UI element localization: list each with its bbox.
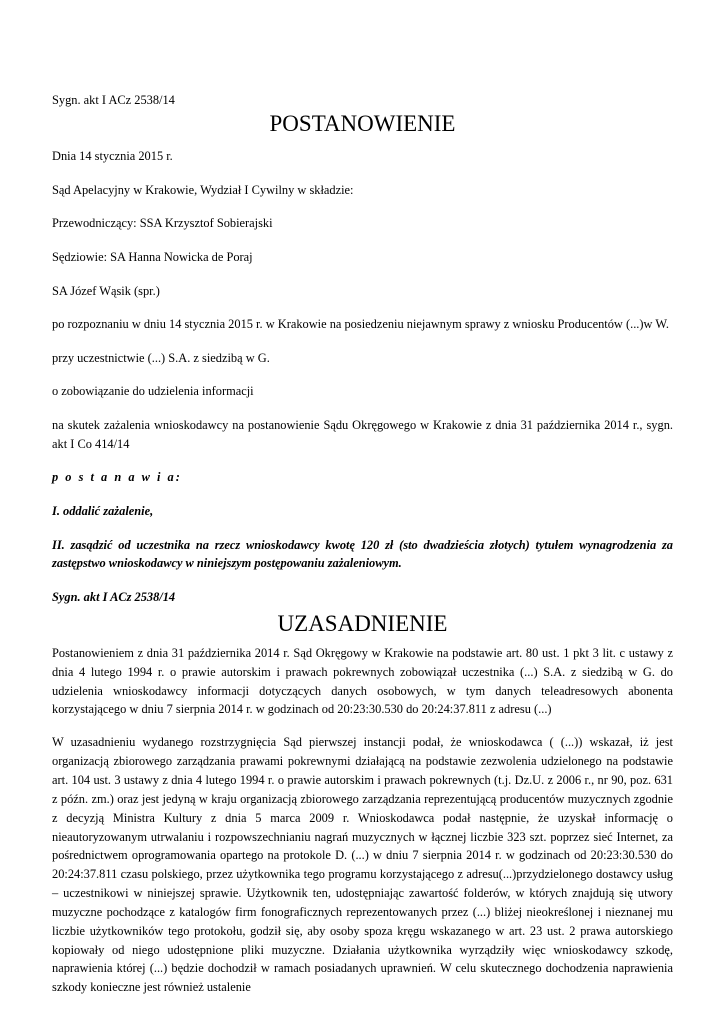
appeal-info: na skutek zażalenia wnioskodawcy na postanowienie Sądu Okręgowego w Krakowie z dnia 31 października 2014 r., sygn. akt I Co 414/14	[52, 418, 673, 451]
participant: przy uczestnictwie (...) S.A. z siedzibą w G.	[52, 350, 270, 365]
case-number-2: Sygn. akt I ACz 2538/14	[52, 589, 176, 604]
ruling-point-1: I. oddalić zażalenie,	[52, 503, 154, 518]
reporting-judge: SA Józef Wąsik (spr.)	[52, 283, 160, 298]
justification-paragraph: Postanowieniem z dnia 31 października 2014 r. Sąd Okręgowy w Krakowie na podstawie art. 80 ust. 1 pkt 3 lit. c ustawy z dnia 4 lutego 1994 r. o prawie autorskim i prawach pokrewnych zobowiązał uczestnika (...) S.A. z siedzibą w G. do udzielenia wnioskodawcy informacji dotyczących danych osobowych, w tym danych teleadresowych abonenta korzystającego w dniu 7 sierpnia 2014 r. w godzinach od 20:23:30.530 do 20:24:37.811 z adresu (...)	[52, 645, 673, 717]
justification-title: UZASADNIENIE	[277, 611, 448, 637]
document-title: POSTANOWIENIE	[269, 110, 456, 136]
presiding-judge: Przewodniczący: SSA Krzysztof Sobierajski	[52, 216, 273, 231]
ruling-heading: p o s t a n a w i a:	[52, 470, 182, 485]
ruling-date: Dnia 14 stycznia 2015 r.	[52, 149, 173, 164]
case-number: Sygn. akt I ACz 2538/14	[52, 93, 175, 107]
hearing-info: po rozpoznaniu w dniu 14 stycznia 2015 r. w Krakowie na posiedzeniu niejawnym sprawy z wniosku Producentów (...)w W.	[52, 317, 669, 332]
ruling-point-2: II. zasądzić od uczestnika na rzecz wnioskodawcy kwotę 120 zł (sto dwadzieścia złotych) tytułem wynagrodzenia za zastępstwo wnioskodawcy w niniejszym postępowaniu zażaleniowym.	[52, 537, 673, 571]
case-subject: o zobowiązanie do udzielenia informacji	[52, 384, 254, 399]
judges: Sędziowie: SA Hanna Nowicka de Poraj	[52, 250, 253, 265]
justification-paragraph: W uzasadnieniu wydanego rozstrzygnięcia Sąd pierwszej instancji podał, że wnioskodawca ( (...)) wskazał, iż jest organizacją zbiorowego zarządzania prawami pokrewnymi działającą na podstawie zezwolenia udzielonego na podstawie art. 104 ust. 3 ustawy z dnia 4 lutego 1994 r. o prawie autorskim i prawach pokrewnych (t.j. Dz.U. z 2006 r., nr 90, poz. 631 z późn. zm.) oraz jest jedyną w kraju organizacją zbiorowego zarządzania reprezentującą producentów muzycznych zgodnie z decyzją Ministra Kultury z dnia 5 marca 2009 r. Wnioskodawca podał następnie, że uzyskał informację o nieautoryzowanym utrwalaniu i rozpowszechnianiu nagrań muzycznych w łącznej liczbie 323 szt. poprzez sieć Internet, za pośrednictwem oprogramowania opartego na protokole D. (...) w dniu 7 sierpnia 2014 r. w godzinach od 20:23:30.530 do 20:24:37.811 czasu polskiego, przez użytkownika tego programu korzystającego z adresu(...)przydzielonego dostawcy usług – uczestnikowi w niniejszej sprawie. Użytkownik ten, udostępniając zawartość folderów, w których znajdują się utwory muzyczne pochodzące z katalogów firm fonograficznych reprezentowanych przez (...) bliżej nieokreślonej i nieznanej mu liczbie użytkowników tego protokołu, godził się, aby osoby spoza kręgu wskazanego w art. 23 ust. 2 prawa autorskiego kopiowały od niego udostępnione pliki muzyczne. Działania użytkownika wyrządziły więc wnioskodawcy szkodę, naprawienia której (...) będzie dochodził w ramach posiadanych uprawnień. W celu skutecznego dochodzenia naprawienia szkody konieczne jest również ustalenie	[52, 735, 673, 995]
court-composition: Sąd Apelacyjny w Krakowie, Wydział I Cywilny w składzie:	[52, 182, 354, 197]
